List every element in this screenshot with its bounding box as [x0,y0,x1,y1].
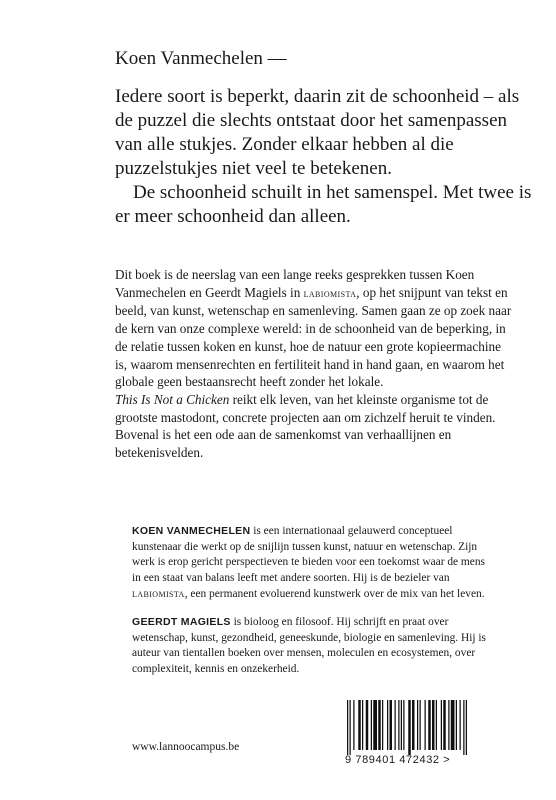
bio-text: is bioloog en filosoof. Hij schrijft en praat over wetenschap, kunst, gezondheid, geneeskunde, biologie en samenleving. Hij is auteur van tientallen boeken over mensen, moleculen en ecosystemen, over complexiteit, kennis en onzekerheid. [132,615,486,675]
publisher-website: www.lannoocampus.be [132,741,240,753]
description-text: reikt elk leven, van het kleinste organisme tot de grootste mastodont, concrete projecten aan om zichzelf heruit te vinden. Bovenal is het een ode aan de samenkomst van verhaallijnen en betekenisvelden. [115,391,496,461]
barcode-bar [463,700,464,755]
barcode-bar [466,700,467,755]
barcode-bar [353,700,354,750]
barcode-bar [358,700,361,750]
barcode-bar [373,700,377,750]
bio-name-geerdt: GEERDT MAGIELS [132,615,231,628]
barcode-bar [350,700,351,755]
bio-text: , een permanent evoluerend kunstwerk over de mix van het leven. [184,588,485,601]
bio-text: is een internationaal gelauwerd conceptueel kunstenaar die werkt op de snijlijn tussen kunst, natuur en wetenschap. Zijn werk is erop gericht perspectieven te bieden voor een toekomst waar de mens in een staat van balans leeft met andere soorten. Hij is de bezieler van [132,525,485,584]
barcode-bar [448,700,449,750]
barcode-bar [436,700,437,750]
book-description [115,266,515,462]
back-cover-quote [115,85,535,229]
barcode-bar [441,700,442,750]
barcode-bar [378,700,381,750]
barcode-bar [456,700,457,750]
barcode-bar [460,700,461,750]
author-bios [132,524,487,689]
barcode-bar [451,700,455,750]
description-text: Dit boek is de neerslag van een lange reeks gesprekken tussen Koen Vanmechelen en Geerdt Magiels in [115,267,475,300]
bio-name-koen: KOEN VANMECHELEN [132,525,251,537]
isbn-barcode [345,700,520,770]
barcode-bar [408,700,411,755]
barcode-icon [345,700,510,755]
barcode-bar [428,700,431,750]
barcode-bar [420,700,421,750]
description-paragraph-2 [115,391,515,462]
barcode-bar [347,700,348,755]
barcode-bar [417,700,418,750]
bio-geerdt [132,615,487,677]
quote-paragraph-1: Iedere soort is beperkt, daarin zit de schoonheid – als de puzzel die slechts ontstaat door het samenpassen van alle stukjes. Zonder elkaar hebben al die puzzelstukjes niet veel te betekenen. [115,86,520,179]
barcode-bar [403,700,404,750]
labiomista-mention: labiomista [303,285,357,300]
barcode-bar [401,700,402,750]
barcode-bar [398,700,399,750]
barcode-bar [432,700,435,750]
isbn-digits: 9 789401 472432 > [345,754,451,766]
barcode-bar [387,700,388,750]
barcode-bar [425,700,426,750]
description-text: , op het snijpunt van tekst en beeld, van kunst, wetenschap en samenleving. Samen gaan ze op zoek naar de kern van onze complexe wereld: in de schoonheid van de beperking, in de relatie tussen koken en kunst, hoe de natuur een grote kopieermachine is, waarom mensenrechten en fertiliteit hand in hand gaan, en waarom het globale geen bestaansrecht heeft zonder het lokale. [115,284,512,390]
barcode-bar [390,700,393,750]
barcode-bar [395,700,396,750]
barcode-bar [362,700,363,750]
quote-paragraph-2: De schoonheid schuilt in het samenspel. Met twee is er meer schoonheid dan alleen. [115,182,532,227]
barcode-bar [382,700,383,750]
barcode-bar [366,700,369,750]
bio-koen [132,524,487,603]
barcode-bar [443,700,446,750]
description-paragraph-1 [115,266,515,391]
author-line: Koen Vanmechelen — [115,48,287,69]
book-title: This Is Not a Chicken [115,391,230,407]
barcode-bar [412,700,415,750]
labiomista-mention: labiomista [132,586,185,601]
barcode-bar [371,700,372,750]
